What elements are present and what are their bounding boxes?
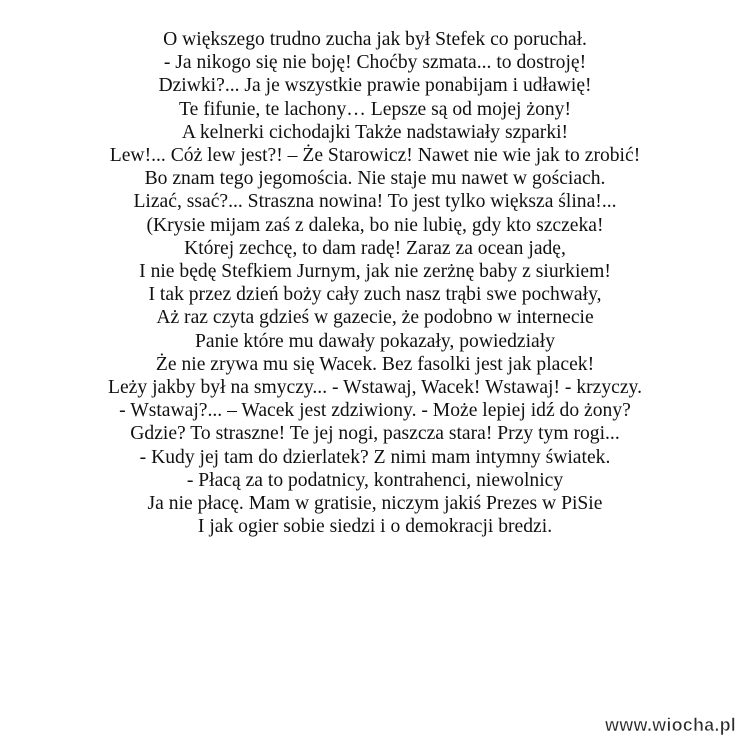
poem-line: - Kudy jej tam do dzierlatek? Z nimi mam intymny światek. [139,446,611,468]
poem-line: I jak ogier sobie siedzi i o demokracji bredzi. [197,516,553,538]
poem-line: O większego trudno zucha jak był Stefek co poruchał. [163,29,587,50]
poem-line: - Wstawaj?... – Wacek jest zdziwiony. - Może lepiej idź do żony? [119,400,631,422]
poem-line: Aż raz czyta gdzieś w gazecie, że podobno w internecie [156,307,594,329]
poem-line: A kelnerki cichodajki Także nadstawiały szparki! [181,121,569,143]
poem-line: Leży jakby był na smyczy... - Wstawaj, Wacek! Wstawaj! - krzyczy. [108,377,642,399]
poem-line: Dziwki?... Ja je wszystkie prawie ponabijam i udławię! [158,75,592,97]
poem-line: - Płacą za to podatnicy, kontrahenci, niewolnicy [186,469,564,491]
poem-line: (Krysie mijam zaś z daleka, bo nie lubię, gdy kto szczeka! [146,214,604,236]
poem-line: Której zechcę, to dam radę! Zaraz za ocean jadę, [184,237,566,259]
poem-line: Te fifunie, te lachony… Lepsze są od mojej żony! [179,98,571,120]
site-watermark: www.wiocha.pl [605,715,736,735]
poem-line: Lew!... Cóż lew jest?! – Że Starowicz! Nawet nie wie jak to zrobić! [109,145,641,167]
poem-text [0,28,750,538]
poem-line: Bo znam tego jegomościa. Nie staje mu nawet w gościach. [144,168,606,190]
poem-line: - Ja nikogo się nie boję! Choćby szmata... to dostroję! [163,52,587,74]
poem-line: Gdzie? To straszne! Te jej nogi, paszcza stara! Przy tym rogi... [130,423,620,445]
poem-line: Że nie zrywa mu się Wacek. Bez fasolki jest jak placek! [155,353,595,375]
poem-line: Ja nie płacę. Mam w gratisie, niczym jakiś Prezes w PiSie [147,493,603,515]
poem-line: I nie będę Stefkiem Jurnym, jak nie zerżnę baby z siurkiem! [139,261,611,283]
poem-line: Panie które mu dawały pokazały, powiedziały [194,330,555,352]
poem-line: Lizać, ssać?... Straszna nowina! To jest tylko większa ślina!... [133,191,617,213]
poem-line: I tak przez dzień boży cały zuch nasz trąbi swe pochwały, [148,284,602,306]
